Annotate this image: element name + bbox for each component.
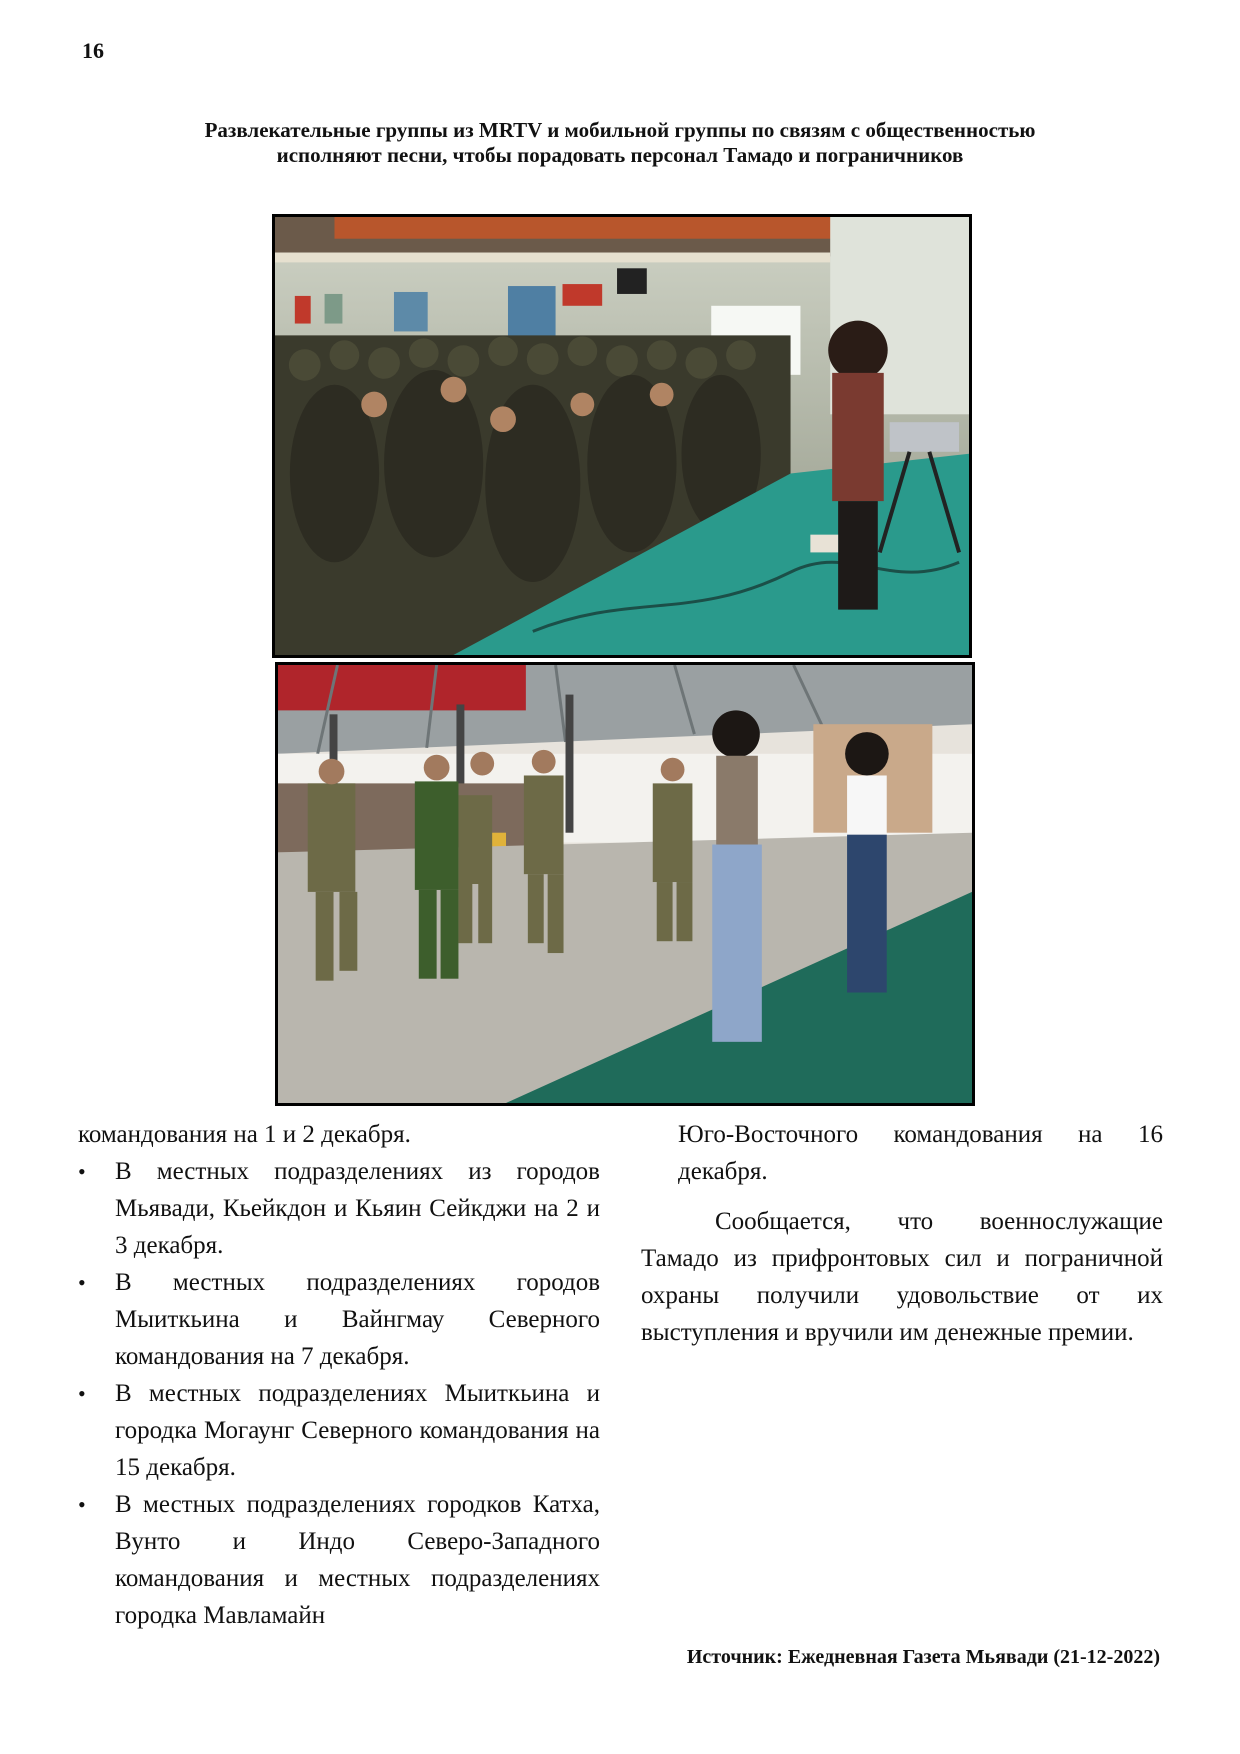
list-continuation: Юго-Восточного командования на 16 декабря.: [678, 1121, 1163, 1185]
bottom-photo: [275, 662, 975, 1106]
caption-line-1: Развлекательные группы из MRTV и мобильной группы по связям с общественностью: [204, 118, 1036, 142]
list-item: • В местных подразделениях городов Мыиткьина и Вайнгмау Северного командования на 7 декабря.: [78, 1264, 600, 1375]
right-column: [641, 1116, 1163, 1351]
photo-caption: [90, 118, 1150, 168]
events-list: [78, 1153, 600, 1634]
left-column: [78, 1116, 600, 1634]
body-paragraph: Сообщается, что военнослужащие Тамадо из прифронтовых сил и пограничной охраны получили удовольствие от их выступления и вручили им денежные премии.: [641, 1208, 1163, 1346]
photo-soldiers-crowd-singer-icon: [275, 217, 969, 655]
photo-soldiers-dancing-icon: [278, 665, 972, 1103]
caption-line-2: исполняют песни, чтобы порадовать персонал Тамадо и пограничников: [276, 143, 964, 167]
list-item: • В местных подразделениях городков Катха, Вунто и Индо Северо-Западного командования и местных подразделениях городка Мавламайн: [78, 1486, 600, 1634]
list-item: • В местных подразделениях из городов Мьявади, Кьейкдон и Кьяин Сейкджи на 2 и 3 декабря.: [78, 1153, 600, 1264]
top-photo: [272, 214, 972, 658]
page-number: 16: [82, 38, 104, 63]
left-intro: командования на 1 и 2 декабря.: [78, 1121, 411, 1148]
list-item: • В местных подразделениях Мыиткьина и городка Могаунг Северного командования на 15 декабря.: [78, 1375, 600, 1486]
source-line: Источник: Ежедневная Газета Мьявади (21-12-2022): [686, 1646, 1160, 1668]
